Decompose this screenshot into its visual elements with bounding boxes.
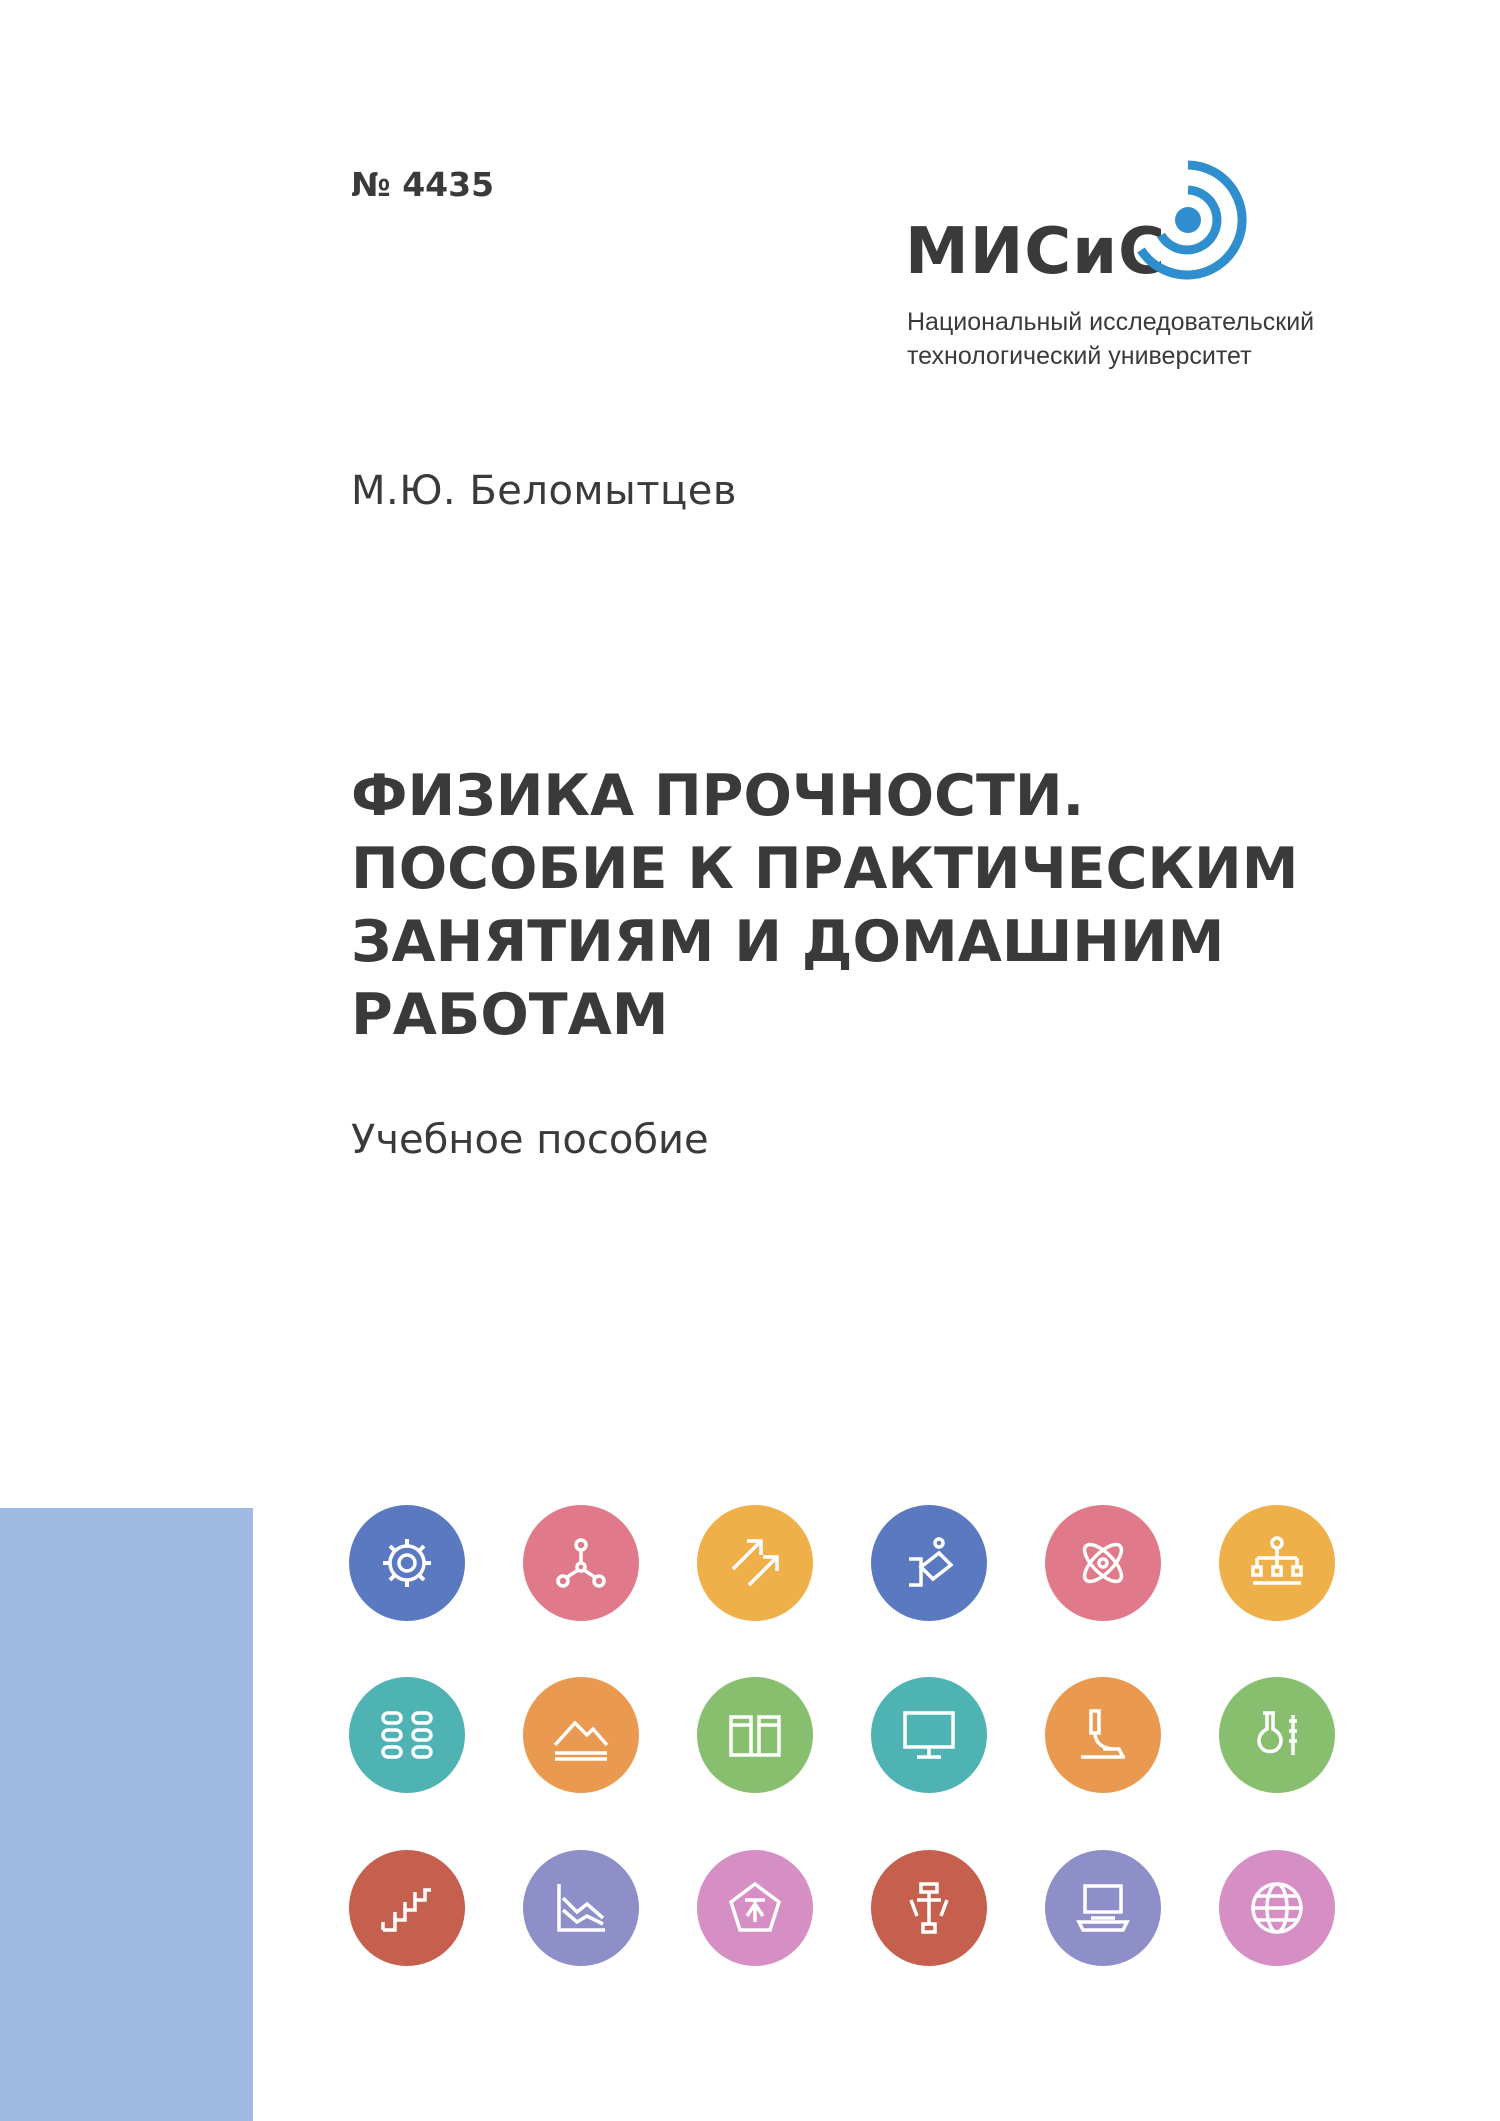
pentagon-icon — [697, 1850, 813, 1966]
title-line-4: РАБОТАМ — [351, 982, 669, 1048]
laptop-icon — [1045, 1850, 1161, 1966]
globe-icon — [1219, 1850, 1335, 1966]
logo-name: МИСиС — [905, 215, 1167, 289]
university-logo — [905, 155, 1365, 375]
decorative-side-bar — [0, 1508, 253, 2121]
mountains-icon — [523, 1677, 639, 1793]
arrows-icon — [697, 1505, 813, 1621]
flask-icon — [1219, 1677, 1335, 1793]
microscope-icon — [1045, 1677, 1161, 1793]
logo-subtitle-line-1: Национальный исследовательский — [907, 308, 1315, 336]
book-icon — [697, 1677, 813, 1793]
book-subtitle: Учебное пособие — [351, 1117, 709, 1163]
monitor-icon — [871, 1677, 987, 1793]
drill-icon — [871, 1850, 987, 1966]
chart-icon — [523, 1850, 639, 1966]
atom-icon — [1045, 1505, 1161, 1621]
title-line-3: ЗАНЯТИЯМ И ДОМАШНИМ — [351, 909, 1225, 975]
author-name: М.Ю. Беломытцев — [351, 468, 737, 514]
hierarchy-icon — [1219, 1505, 1335, 1621]
molecule-icon — [523, 1505, 639, 1621]
document-number: № 4435 — [351, 165, 495, 204]
grid-icon — [349, 1677, 465, 1793]
title-line-1: ФИЗИКА ПРОЧНОСТИ. — [351, 763, 1085, 829]
logo-subtitle — [907, 305, 1314, 373]
stairs-icon — [349, 1850, 465, 1966]
logo-subtitle-line-2: технологический университет — [907, 342, 1252, 370]
book-title — [351, 760, 1351, 1052]
logo-signal-icon — [1123, 155, 1253, 285]
ladle-icon — [871, 1505, 987, 1621]
gear-icon — [349, 1505, 465, 1621]
title-line-2: ПОСОБИЕ К ПРАКТИЧЕСКИМ — [351, 836, 1299, 902]
